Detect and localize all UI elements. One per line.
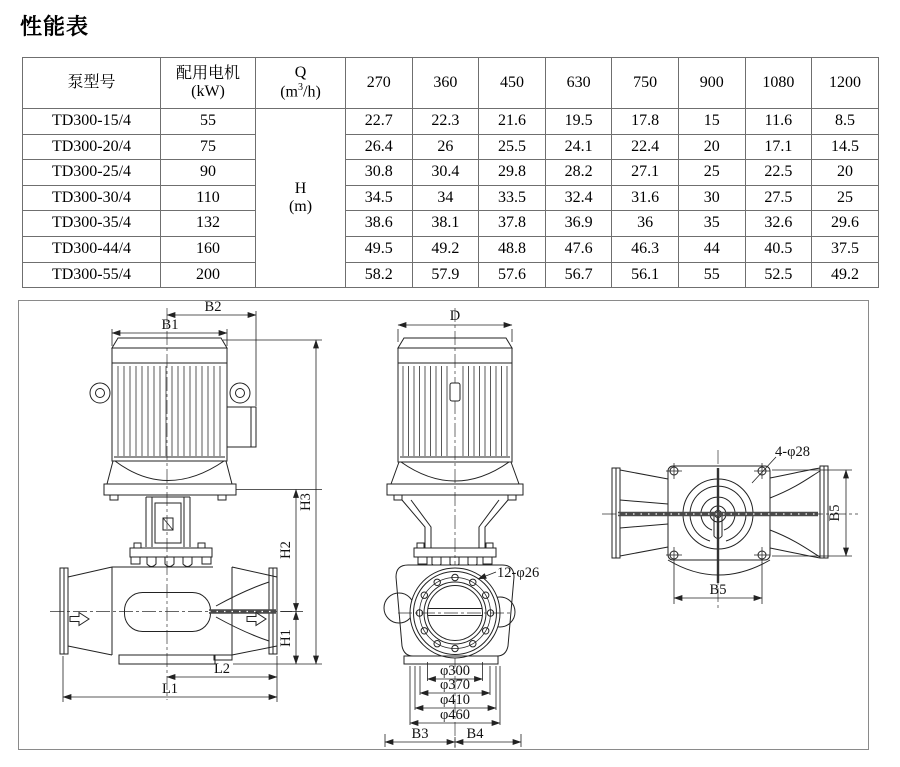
cell-value: 26.4 <box>346 134 413 160</box>
cell-value: 34.5 <box>346 185 413 211</box>
table-header-row <box>23 58 879 109</box>
cell-value: 30 <box>678 185 745 211</box>
flow-symbol: Q <box>294 63 307 81</box>
cell-value: 36.9 <box>545 211 612 237</box>
motor-body <box>112 348 227 461</box>
dim-label-h1: H1 <box>278 629 294 647</box>
lantern-flange <box>130 548 212 557</box>
cell-value: 44 <box>678 236 745 262</box>
cell-value: 38.1 <box>412 211 479 237</box>
cell-value: 32.6 <box>745 211 812 237</box>
cell-value: 52.5 <box>745 262 812 288</box>
cell-value: 14.5 <box>812 134 879 160</box>
cell-value: 37.8 <box>479 211 546 237</box>
col-header-flow-270: 270 <box>346 58 413 109</box>
dim-label-b3: B3 <box>411 726 429 742</box>
cell-value: 20 <box>812 160 879 186</box>
cell-value: 27.1 <box>612 160 679 186</box>
cell-value: 22.7 <box>346 109 413 135</box>
cell-power: 90 <box>161 160 256 186</box>
cell-model: TD300-25/4 <box>23 160 161 186</box>
lifting-eye-right <box>230 383 250 403</box>
cell-power: 110 <box>161 185 256 211</box>
cell-value: 47.6 <box>545 236 612 262</box>
table-row <box>23 185 879 211</box>
cell-value: 20 <box>678 134 745 160</box>
cell-value: 25 <box>812 185 879 211</box>
motor-header-name: 配用电机 <box>175 64 240 82</box>
cell-value: 56.1 <box>612 262 679 288</box>
cell-value: 11.6 <box>745 109 812 135</box>
motor-fins <box>118 366 220 456</box>
table-row <box>23 160 879 186</box>
col-header-flow-750: 750 <box>612 58 679 109</box>
cell-value: 21.6 <box>479 109 546 135</box>
dim-label-dia460: φ460 <box>439 707 471 723</box>
lifting-eye-left <box>90 383 110 403</box>
cell-value: 57.6 <box>479 262 546 288</box>
cell-value: 33.5 <box>479 185 546 211</box>
cell-value: 38.6 <box>346 211 413 237</box>
motor-cap <box>112 338 227 348</box>
cell-value: 57.9 <box>412 262 479 288</box>
head-unit-cell: H (m) <box>256 109 346 288</box>
motor-nameplate <box>450 383 460 401</box>
cell-value: 15 <box>678 109 745 135</box>
col-header-flow-1200: 1200 <box>812 58 879 109</box>
table-row <box>23 109 879 135</box>
pump-top-view <box>602 444 858 610</box>
cell-model: TD300-35/4 <box>23 211 161 237</box>
junction-box <box>227 407 256 447</box>
dim-label-dia370: φ370 <box>439 677 471 693</box>
flow-arrow-outlet <box>247 613 266 626</box>
table-row <box>23 134 879 160</box>
cell-value: 25 <box>678 160 745 186</box>
cell-value: 49.2 <box>412 236 479 262</box>
table-row <box>23 211 879 237</box>
dimensions-side-view <box>63 299 322 702</box>
dim-label-b2: B2 <box>204 299 222 315</box>
dim-label-d: D <box>449 308 461 324</box>
cell-value: 46.3 <box>612 236 679 262</box>
dim-label-dia410: φ410 <box>439 692 471 708</box>
cell-power: 75 <box>161 134 256 160</box>
cell-value: 40.5 <box>745 236 812 262</box>
col-header-flow-900: 900 <box>678 58 745 109</box>
casing-boss <box>125 593 211 632</box>
cell-value: 49.5 <box>346 236 413 262</box>
col-header-flow-450: 450 <box>479 58 546 109</box>
cell-power: 160 <box>161 236 256 262</box>
cell-value: 22.3 <box>412 109 479 135</box>
cell-model: TD300-30/4 <box>23 185 161 211</box>
motor-header-unit: (kW) <box>191 83 225 100</box>
cell-value: 27.5 <box>745 185 812 211</box>
cell-value: 30.4 <box>412 160 479 186</box>
dim-label-b5-bottom: B5 <box>709 582 727 598</box>
dim-label-dia300: φ300 <box>439 663 471 679</box>
dim-label-b4: B4 <box>466 726 484 742</box>
motor-base-plate <box>104 484 236 495</box>
performance-table <box>22 57 879 288</box>
table-row <box>23 262 879 288</box>
cell-power: 55 <box>161 109 256 135</box>
dim-label-plate-bolts: 4-φ28 <box>775 444 810 460</box>
col-header-flow <box>256 58 346 109</box>
dim-label-h2: H2 <box>278 541 294 559</box>
cell-model: TD300-15/4 <box>23 109 161 135</box>
page-title: 性能表 <box>20 14 90 39</box>
table-row <box>23 236 879 262</box>
dim-label-l2: L2 <box>213 661 231 677</box>
col-header-flow-1080: 1080 <box>745 58 812 109</box>
pump-front-view <box>384 308 539 748</box>
dim-label-b5-side: B5 <box>827 504 843 522</box>
cell-value: 29.8 <box>479 160 546 186</box>
cell-power: 132 <box>161 211 256 237</box>
cell-value: 28.2 <box>545 160 612 186</box>
cell-value: 31.6 <box>612 185 679 211</box>
cell-value: 17.1 <box>745 134 812 160</box>
cell-value: 22.5 <box>745 160 812 186</box>
cell-value: 48.8 <box>479 236 546 262</box>
flow-arrow-inlet <box>70 613 89 626</box>
flow-unit: $(m^3/h)$ <box>280 82 321 101</box>
cell-value: 26 <box>412 134 479 160</box>
cell-value: 58.2 <box>346 262 413 288</box>
cell-value: 32.4 <box>545 185 612 211</box>
cell-value: 22.4 <box>612 134 679 160</box>
cell-model: TD300-44/4 <box>23 236 161 262</box>
cell-value: 19.5 <box>545 109 612 135</box>
cell-model: TD300-20/4 <box>23 134 161 160</box>
col-header-model: 泵型号 <box>23 58 161 109</box>
pump-side-view <box>50 299 322 702</box>
volute-front <box>384 565 515 664</box>
cell-value: 36 <box>612 211 679 237</box>
cell-value: 34 <box>412 185 479 211</box>
volute-side <box>60 567 277 664</box>
col-header-flow-630: 630 <box>545 58 612 109</box>
cell-model: TD300-55/4 <box>23 262 161 288</box>
cell-value: 37.5 <box>812 236 879 262</box>
dim-label-h3: H3 <box>298 493 314 511</box>
dimension-drawing-panel <box>0 295 900 762</box>
cell-value: 55 <box>678 262 745 288</box>
cell-value: 8.5 <box>812 109 879 135</box>
dim-label-b1: B1 <box>161 317 179 333</box>
coupling-column-side <box>130 497 212 567</box>
cell-value: 35 <box>678 211 745 237</box>
cell-value: 49.2 <box>812 262 879 288</box>
cell-power: 200 <box>161 262 256 288</box>
cell-value: 25.5 <box>479 134 546 160</box>
dim-label-l1: L1 <box>161 681 179 697</box>
col-header-motor <box>161 58 256 109</box>
dim-label-bolt-count: 12-φ26 <box>497 565 540 581</box>
cell-value: 24.1 <box>545 134 612 160</box>
cell-value: 56.7 <box>545 262 612 288</box>
cell-value: 29.6 <box>812 211 879 237</box>
cell-value: 17.8 <box>612 109 679 135</box>
motor-side <box>90 338 256 500</box>
col-header-flow-360: 360 <box>412 58 479 109</box>
cell-value: 30.8 <box>346 160 413 186</box>
